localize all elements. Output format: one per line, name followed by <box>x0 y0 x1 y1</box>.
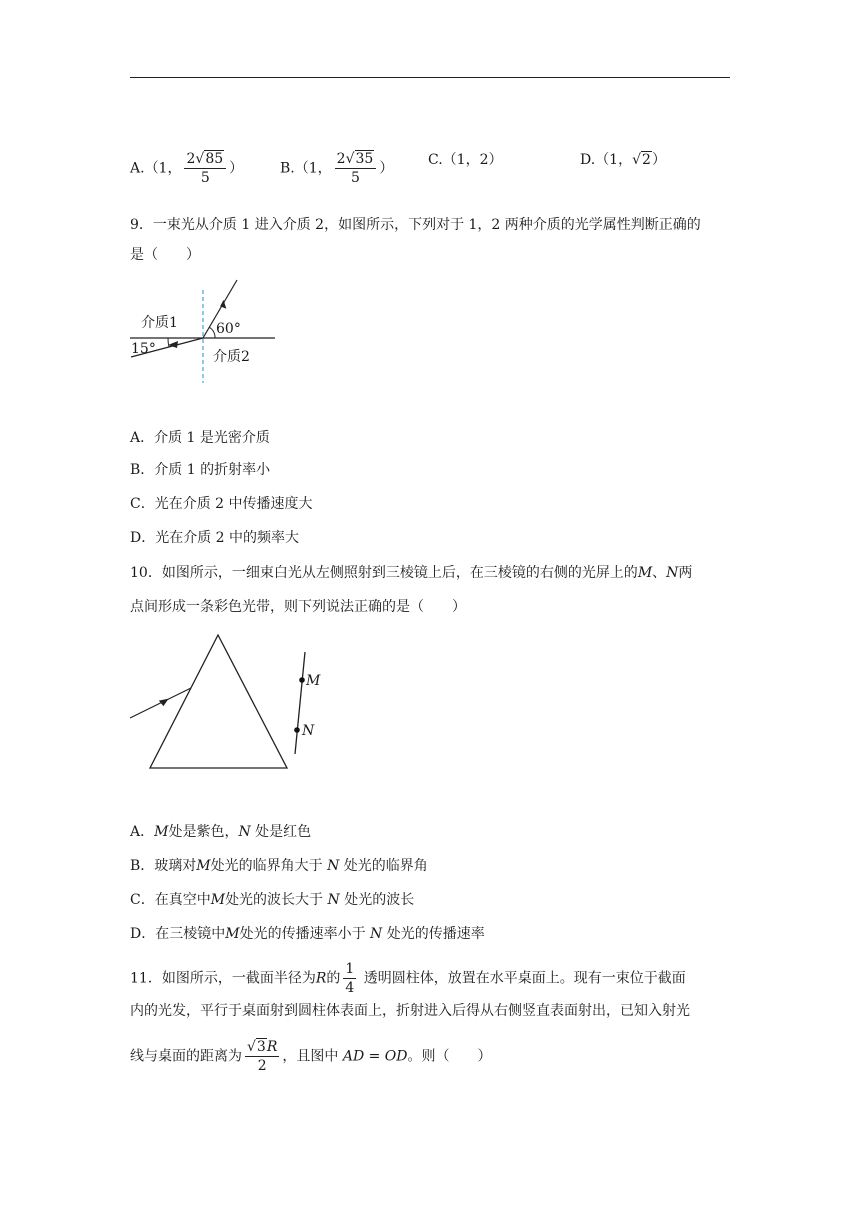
q9-figure <box>125 275 285 385</box>
q9-label-angle60: 60° <box>216 321 241 337</box>
q9-label-angle15: 15° <box>131 341 156 357</box>
q10-point-n <box>294 727 300 733</box>
q10-option-b[interactable]: B．玻璃对M处光的临界角大于 N 处光的临界角 <box>130 858 428 874</box>
q8-option-a-fraction: $\frac{2√85}{5}$ <box>184 150 226 187</box>
q9-option-b[interactable]: B．介质 1 的折射率小 <box>130 462 271 478</box>
q10-stem-line1: 10．如图所示，一细束白光从左侧照射到三棱镜上后，在三棱镜的右侧的光屏上的M、N两 <box>130 565 693 581</box>
q8-option-a[interactable]: A.（1， $\frac{2√85}{5}$ ） <box>130 151 244 186</box>
q10-figure <box>125 630 340 775</box>
q9-stem-line2: 是（ ） <box>130 247 200 263</box>
q11-quarter-fraction: $\frac{1}{4}$ <box>345 961 355 996</box>
q10-white-light-ray <box>130 688 191 718</box>
q10-label-m: M <box>306 673 321 689</box>
q9-option-a[interactable]: A．介质 1 是光密介质 <box>130 430 270 446</box>
q9-label-medium1: 介质1 <box>141 315 178 331</box>
q10-stem-line2: 点间形成一条彩色光带，则下列说法正确的是（ ） <box>130 599 466 615</box>
q10-option-d[interactable]: D．在三棱镜中M处光的传播速率小于 N 处光的传播速率 <box>130 926 485 942</box>
q8-option-c[interactable]: C.（1，2） <box>428 152 503 168</box>
q11-stem-line3: 线与桌面的距离为 $\frac{√3R}{2}$ ，且图中 AD = OD。则（ ） <box>130 1039 492 1074</box>
q8-option-b-fraction: $\frac{2√35}{5}$ <box>335 150 377 187</box>
q11-stem-line1: 11．如图所示，一截面半径为R的 $\frac{1}{4}$ 透明圆柱体，放置在水平桌面上。现有一束位于截面 <box>130 961 686 996</box>
q9-label-medium2: 介质2 <box>213 349 250 365</box>
q10-point-m <box>299 677 305 683</box>
q9-angle-arc-15 <box>168 338 169 347</box>
q9-stem-line1: 9．一束光从介质 1 进入介质 2，如图所示，下列对于 1，2 两种介质的光学属性判断正确的 <box>130 217 701 233</box>
q9-option-c[interactable]: C．光在介质 2 中传播速度大 <box>130 496 313 512</box>
header-rule <box>130 77 730 78</box>
q11-distance-fraction: $\frac{√3R}{2}$ <box>247 1039 278 1074</box>
q11-stem-line2: 内的光发，平行于桌面射到圆柱体表面上，折射进入后得从右侧竖直表面射出，已知入射光 <box>130 1003 690 1019</box>
q9-option-d[interactable]: D．光在介质 2 中的频率大 <box>130 530 300 546</box>
q8-option-b[interactable]: B.（1， $\frac{2√35}{5}$ ） <box>280 151 394 186</box>
q8-option-d[interactable]: D.（1，√2） <box>580 152 666 168</box>
q9-angle-arc-60 <box>209 327 215 338</box>
q10-prism <box>150 635 287 768</box>
q10-label-n: N <box>302 723 315 739</box>
q10-option-a[interactable]: A．M处是紫色，N 处是红色 <box>130 824 312 840</box>
q10-option-c[interactable]: C．在真空中M处光的波长大于 N 处光的波长 <box>130 892 415 908</box>
